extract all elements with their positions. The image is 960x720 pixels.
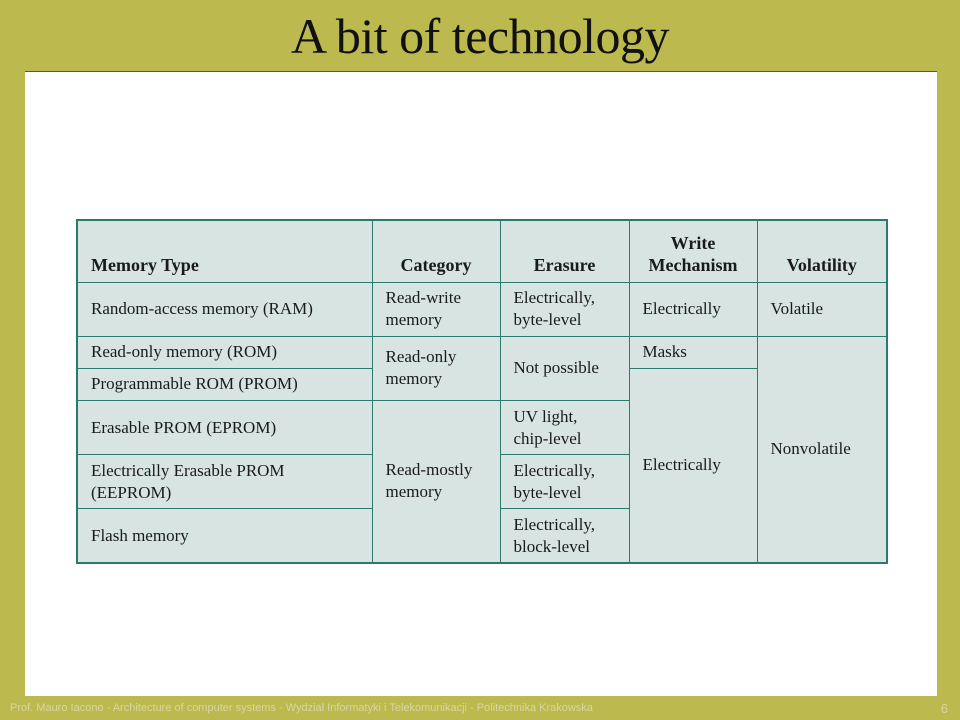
table-row: [77, 282, 887, 336]
header-memory-type: Memory Type: [77, 220, 372, 282]
cell-memory-type: Programmable ROM (PROM): [77, 368, 372, 400]
cell-write-mechanism: Electrically: [629, 368, 757, 563]
header-category: Category: [372, 220, 500, 282]
cell-memory-type: Random-access memory (RAM): [77, 282, 372, 336]
slide-footer: Prof. Mauro Iacono - Architecture of computer systems - Wydział Informatyki i Telekomunikacji - Politechnika Krakowska: [10, 702, 593, 714]
cell-erasure: Electrically, byte-level: [500, 282, 629, 336]
page-number: 6: [940, 701, 948, 716]
cell-write-mechanism: Electrically: [629, 282, 757, 336]
cell-category: Read-write memory: [372, 282, 500, 336]
cell-memory-type: Electrically Erasable PROM (EEPROM): [77, 455, 372, 509]
header-volatility: Volatility: [757, 220, 887, 282]
cell-category: Read-mostly memory: [372, 400, 500, 563]
header-write-mechanism: [629, 220, 757, 282]
cell-memory-type: Erasable PROM (EPROM): [77, 400, 372, 454]
cell-erasure: Not possible: [500, 336, 629, 400]
cell-category: Read-only memory: [372, 336, 500, 400]
cell-memory-type: Read-only memory (ROM): [77, 336, 372, 368]
cell-erasure: Electrically, byte-level: [500, 455, 629, 509]
cell-memory-type: Flash memory: [77, 509, 372, 563]
table-header-row: [77, 220, 887, 282]
header-write-line1: Write: [670, 232, 716, 253]
table-row: [77, 336, 887, 368]
cell-erasure: UV light, chip-level: [500, 400, 629, 454]
cell-volatility: Nonvolatile: [757, 336, 887, 563]
cell-volatility: Volatile: [757, 282, 887, 336]
memory-types-table: [76, 219, 888, 564]
cell-erasure: Electrically, block-level: [500, 509, 629, 563]
title-divider: [25, 71, 937, 72]
slide-title: A bit of technology: [291, 8, 669, 64]
cell-write-mechanism: Masks: [629, 336, 757, 368]
header-erasure: Erasure: [500, 220, 629, 282]
header-write-line2: Mechanism: [648, 254, 738, 275]
